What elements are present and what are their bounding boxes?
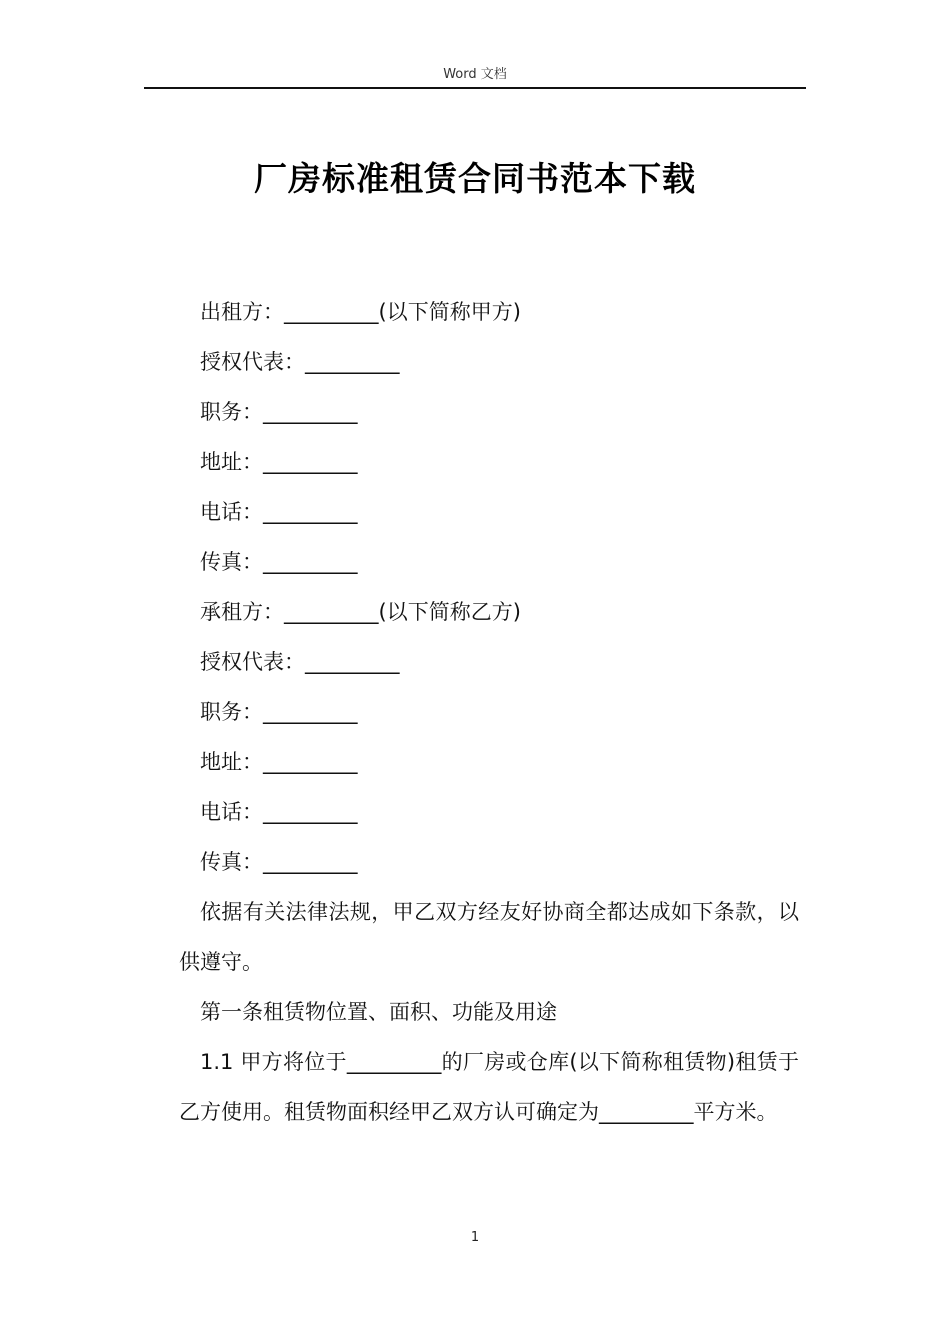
header-rule — [144, 87, 806, 89]
lessor-fax-line: 传真：_________ — [200, 550, 358, 574]
document-body — [179, 287, 799, 1137]
preamble-paragraph: 依据有关法律法规，甲乙双方经友好协商全都达成如下条款，以供遵守。 — [179, 900, 799, 974]
lessor-line: 出租方：_________(以下简称甲方) — [200, 300, 521, 324]
lessor-representative-line: 授权代表：_________ — [200, 350, 400, 374]
lessor-address-line: 地址：_________ — [200, 450, 358, 474]
lessee-line: 承租方：_________(以下简称乙方) — [200, 600, 521, 624]
clause-1-1-paragraph: 1.1 甲方将位于_________的厂房或仓库(以下简称租赁物)租赁于乙方使用。租赁物面积经甲乙双方认可确定为_________平方米。 — [179, 1050, 799, 1124]
lessor-phone-line: 电话：_________ — [200, 500, 358, 524]
lessee-phone-line: 电话：_________ — [200, 800, 358, 824]
document-title: 厂房标准租赁合同书范本下载 — [254, 159, 696, 198]
page-header-label: Word 文档 — [443, 67, 507, 82]
article-one-heading: 第一条租赁物位置、面积、功能及用途 — [200, 1000, 557, 1024]
lessee-position-line: 职务：_________ — [200, 700, 358, 724]
page-number: 1 — [470, 1230, 480, 1245]
lessor-position-line: 职务：_________ — [200, 400, 358, 424]
lessee-address-line: 地址：_________ — [200, 750, 358, 774]
lessee-representative-line: 授权代表：_________ — [200, 650, 400, 674]
lessee-fax-line: 传真：_________ — [200, 850, 358, 874]
